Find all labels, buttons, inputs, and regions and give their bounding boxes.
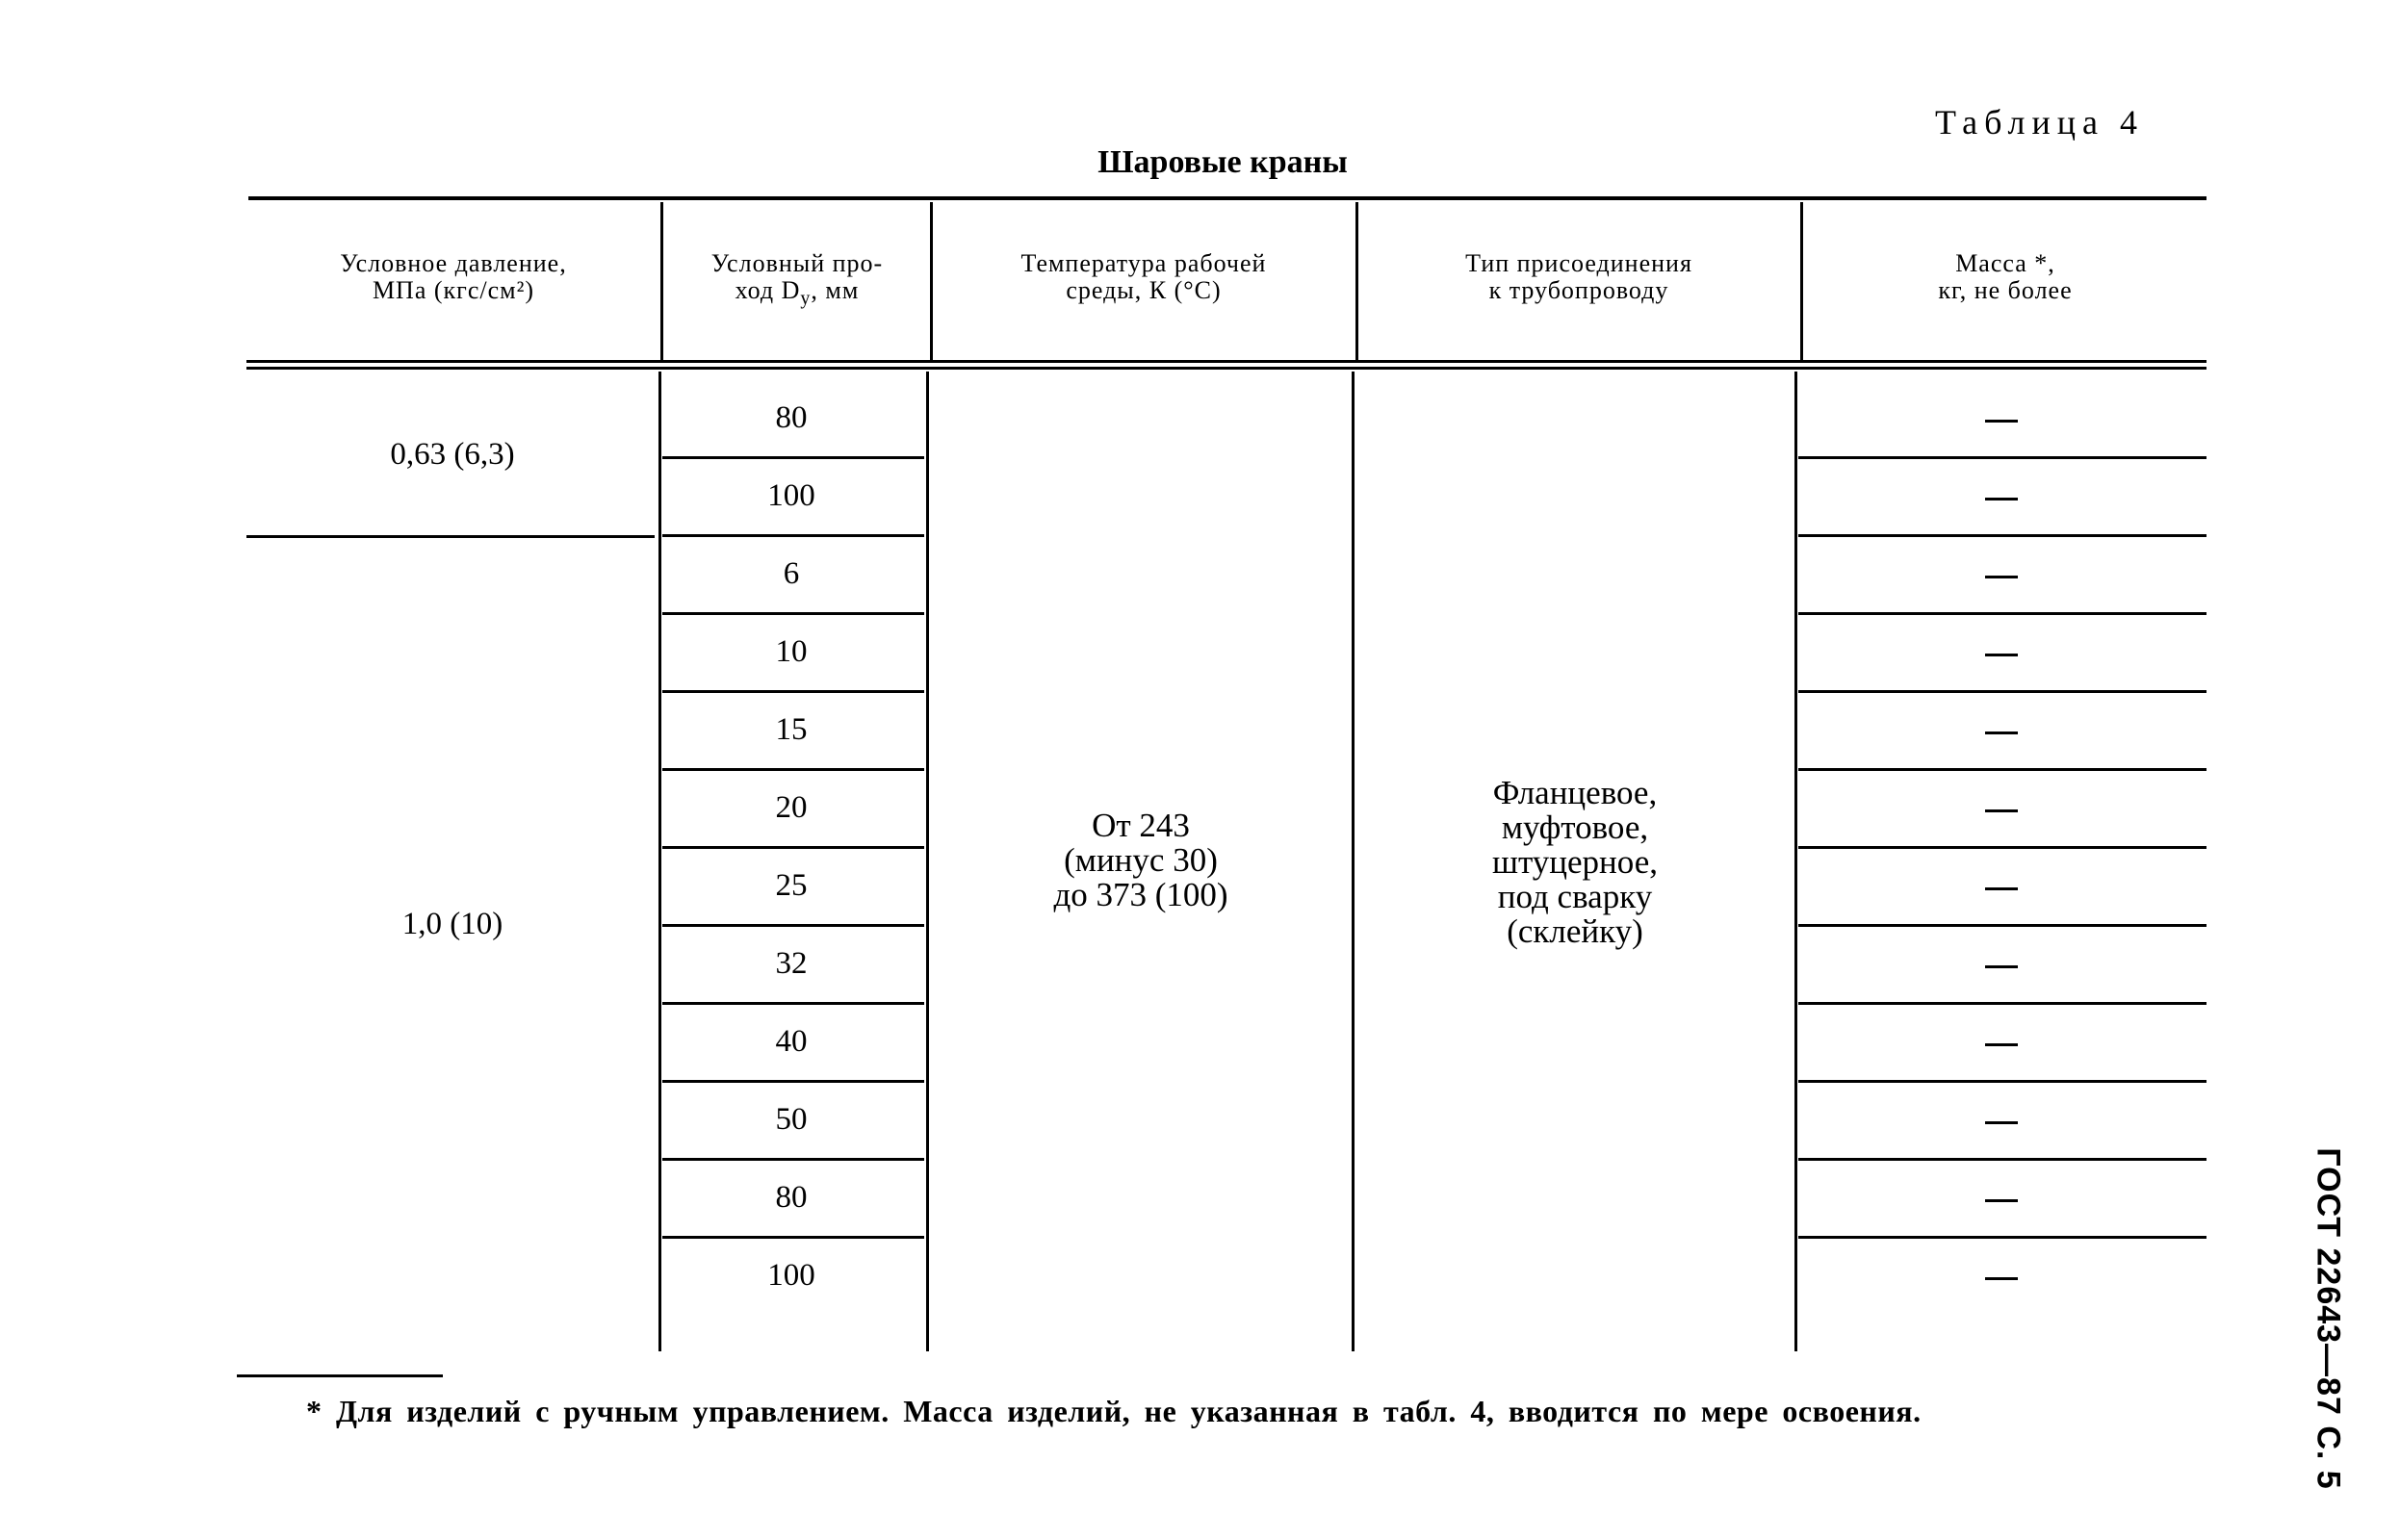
- mass-value-dash: [1985, 576, 2018, 578]
- header-nominal-bore: Условный про- ход $D_у$, мм: [710, 249, 884, 310]
- nominal-bore-value: 25: [775, 868, 808, 903]
- row-rule: [1798, 612, 2206, 615]
- row-rule: [662, 1236, 924, 1239]
- col-divider: [658, 372, 661, 1351]
- row-rule: [1798, 1080, 2206, 1083]
- row-rule: [662, 846, 924, 849]
- mass-value-dash: [1985, 420, 2018, 423]
- row-rule: [662, 1080, 924, 1083]
- nominal-bore-value: 80: [775, 400, 808, 435]
- footnote-rule: [237, 1374, 443, 1377]
- connection-types: Фланцевое, муфтовое, штуцерное, под сварку (склейку): [1492, 774, 1658, 950]
- header-rule-upper: [246, 360, 2206, 363]
- mass-value-dash: [1985, 1277, 2018, 1280]
- standard-page-label: ГОСТ 22643—87 С. 5: [2310, 1147, 2347, 1490]
- row-rule: [1798, 924, 2206, 927]
- col-divider: [660, 202, 663, 362]
- ball-valves-table: [246, 196, 2206, 1351]
- nominal-bore-value: 80: [775, 1180, 808, 1215]
- row-rule: [1798, 846, 2206, 849]
- table-top-rule: [248, 196, 2206, 200]
- mass-value-dash: [1985, 498, 2018, 500]
- row-rule: [1798, 690, 2206, 693]
- row-rule: [1798, 1002, 2206, 1005]
- mass-value-dash: [1985, 1199, 2018, 1202]
- header-rule-lower: [246, 367, 2206, 370]
- row-rule: [662, 612, 924, 615]
- header-connection-type: Тип присоединения к трубопроводу: [1465, 249, 1692, 304]
- row-rule: [662, 534, 924, 537]
- pressure-value: 0,63 (6,3): [390, 437, 515, 472]
- nominal-bore-value: 10: [775, 634, 808, 669]
- row-rule: [662, 1158, 924, 1161]
- col-divider: [1355, 202, 1358, 362]
- row-rule: [662, 690, 924, 693]
- row-rule: [1798, 456, 2206, 459]
- mass-value-dash: [1985, 654, 2018, 656]
- row-rule: [1798, 534, 2206, 537]
- mass-value-dash: [1985, 1121, 2018, 1124]
- nominal-bore-value: 100: [767, 478, 815, 513]
- nominal-bore-value: 6: [783, 556, 800, 591]
- temperature-range: От 243 (минус 30) до 373 (100): [1053, 807, 1228, 913]
- mass-value-dash: [1985, 809, 2018, 812]
- row-rule: [662, 1002, 924, 1005]
- header-mass: Масса *, кг, не более: [1938, 249, 2073, 304]
- nominal-bore-value: 40: [775, 1024, 808, 1059]
- col-divider: [1800, 202, 1803, 362]
- nominal-bore-value: 20: [775, 790, 808, 825]
- nominal-bore-value: 50: [775, 1102, 808, 1137]
- col-divider: [1352, 372, 1355, 1351]
- row-rule: [662, 924, 924, 927]
- table-title: Шаровые краны: [1097, 144, 1348, 180]
- col-divider: [1794, 372, 1797, 1351]
- mass-value-dash: [1985, 1043, 2018, 1046]
- mass-value-dash: [1985, 887, 2018, 890]
- mass-value-dash: [1985, 965, 2018, 968]
- nominal-bore-value: 100: [767, 1258, 815, 1293]
- header-temperature: Температура рабочей среды, К (°С): [1020, 249, 1267, 304]
- row-rule: [1798, 768, 2206, 771]
- row-rule: [662, 456, 924, 459]
- nominal-bore-value: 15: [775, 712, 808, 747]
- col-divider: [926, 372, 929, 1351]
- row-rule: [1798, 1158, 2206, 1161]
- nominal-bore-value: 32: [775, 946, 808, 981]
- footnote: * Для изделий с ручным управлением. Масса изделий, не указанная в табл. 4, вводится по мере освоения.: [306, 1394, 1922, 1428]
- col-divider: [930, 202, 933, 362]
- row-rule: [1798, 1236, 2206, 1239]
- header-pressure: Условное давление, МПа (кгс/см²): [340, 249, 567, 304]
- pressure-value: 1,0 (10): [401, 907, 503, 941]
- row-rule: [662, 768, 924, 771]
- pressure-group-rule: [246, 535, 655, 538]
- table-number-label: Таблица 4: [1935, 103, 2144, 141]
- mass-value-dash: [1985, 732, 2018, 734]
